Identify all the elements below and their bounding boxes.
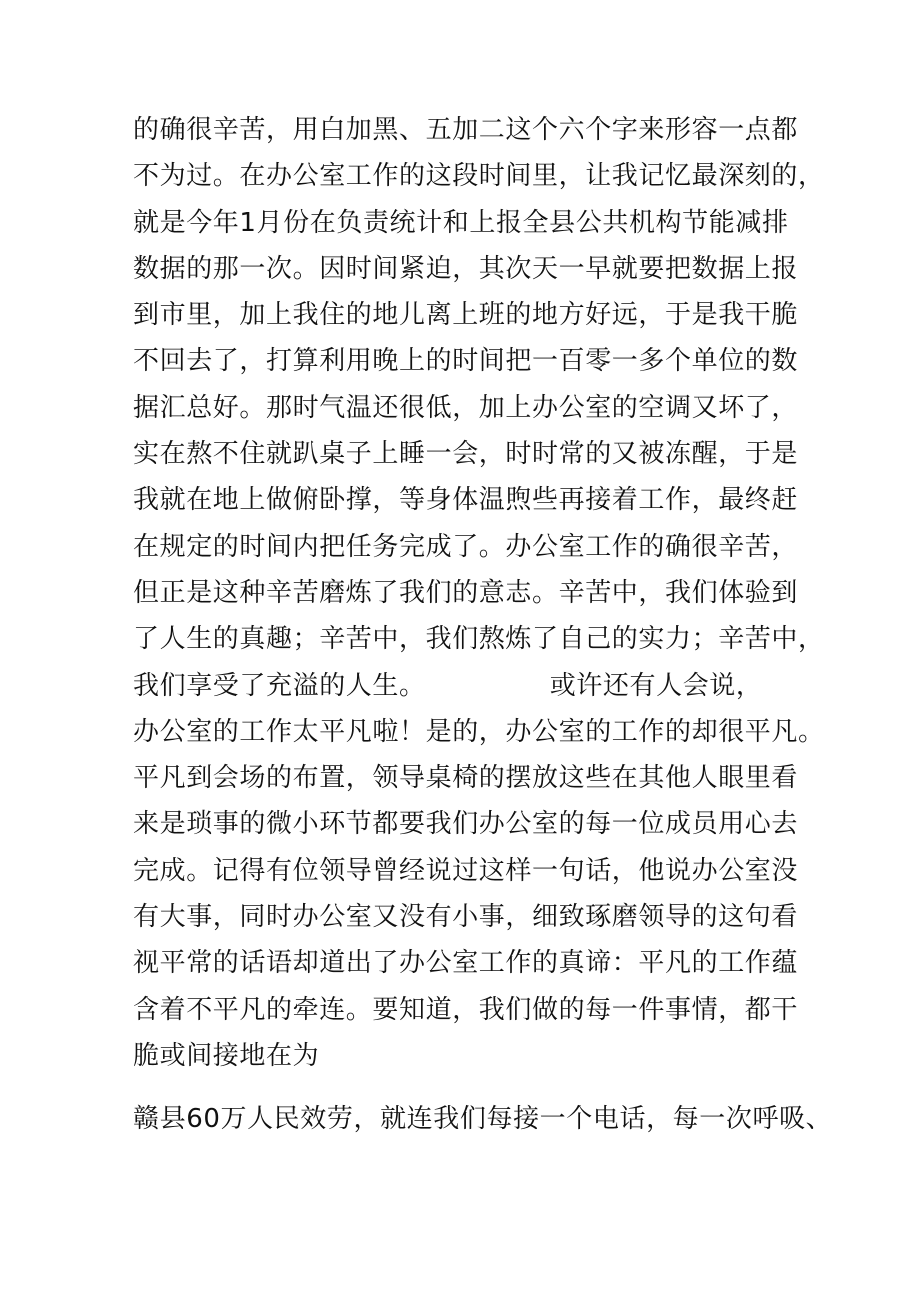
text-line: 完成。记得有位领导曾经说过这样一句话，他说办公室没 [133, 855, 799, 886]
text-line: 了人生的真趣；辛苦中，我们熬炼了自己的实力；辛苦中， [133, 624, 825, 655]
text-line: 视平常的话语却道出了办公室工作的真谛：平凡的工作蕴 [133, 948, 799, 979]
text-line: 的确很辛苦，用白加黑、五加二这个六个字来形容一点都 [133, 115, 799, 145]
body-text [133, 107, 833, 1143]
text-line: 数据的那一次。因时间紧迫，其次天一早就要把数据上报 [133, 253, 799, 284]
text-line: 有大事，同时办公室又没有小事，细致琢磨领导的这句看 [133, 902, 799, 933]
text-line: 赣县60万人民效劳，就连我们每接一个电话，每一次呼吸、 [133, 1104, 833, 1135]
text-line: 实在熬不住就趴桌子上睡一会，时时常的又被冻醒，于是 [133, 439, 799, 470]
text-line: 含着不平凡的牵连。要知道，我们做的每一件事情，都干 [133, 994, 799, 1025]
text-line: 就是今年1月份在负责统计和上报全县公共机构节能减排 [133, 207, 789, 238]
text-line: 脆或间接地在为 [133, 1040, 320, 1071]
text-line: 来是琐事的微小环节都要我们办公室的每一位成员用心去 [133, 809, 799, 840]
text-line: 在规定的时间内把任务完成了。办公室工作的确很辛苦， [133, 531, 799, 562]
text-line: 到市里，加上我住的地儿离上班的地方好远，于是我干脆 [133, 300, 799, 331]
text-line: 据汇总好。那时气温还很低，加上办公室的空调又坏了， [133, 392, 799, 423]
text-line: 不为过。在办公室工作的这段时间里，让我记忆最深刻的， [133, 161, 825, 192]
text-line: 但正是这种辛苦磨炼了我们的意志。辛苦中，我们体验到 [133, 577, 799, 608]
text-line: 不回去了，打算利用晚上的时间把一百零一多个单位的数 [133, 346, 799, 377]
text-line: 平凡到会场的布置，领导桌椅的摆放这些在其他人眼里看 [133, 763, 799, 794]
text-line: 办公室的工作太平凡啦！是的，办公室的工作的却很平凡。 [133, 716, 825, 747]
text-line: 我们享受了充溢的人生。 或许还有人会说， [133, 670, 763, 701]
text-line: 我就在地上做俯卧撑，等身体温煦些再接着工作，最终赶 [133, 485, 799, 516]
